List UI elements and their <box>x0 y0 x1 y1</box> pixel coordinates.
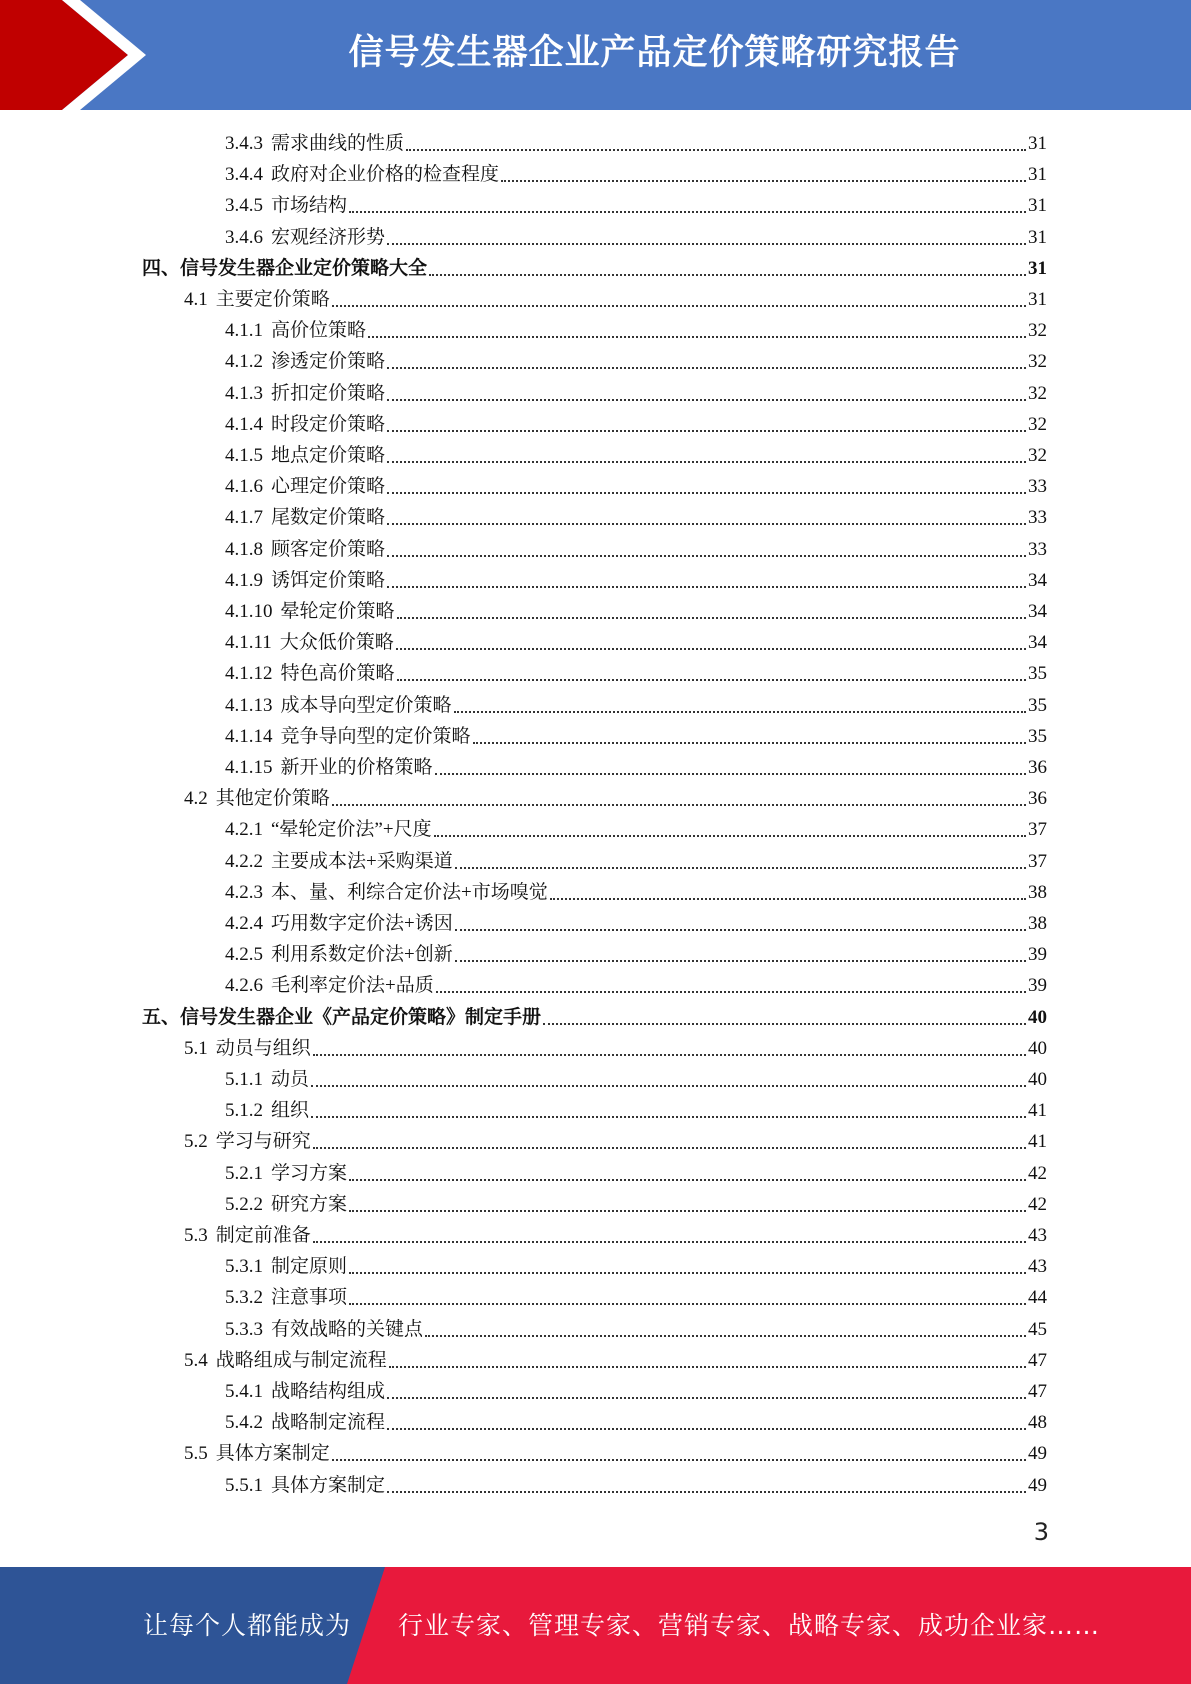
toc-dot-leader <box>434 834 1026 837</box>
toc-entry-page: 47 <box>1028 1349 1047 1371</box>
page-header <box>0 0 1191 110</box>
toc-dot-leader <box>389 1365 1026 1368</box>
toc-entry[interactable] <box>225 690 1047 721</box>
toc-entry-title: 有效战略的关键点 <box>271 1318 424 1340</box>
toc-dot-leader <box>332 304 1026 307</box>
toc-entry-page: 37 <box>1028 850 1047 872</box>
toc-entry[interactable] <box>225 440 1047 471</box>
toc-entry[interactable] <box>225 1470 1047 1501</box>
toc-entry-number: 4.1.7 <box>225 507 263 529</box>
toc-entry-page: 32 <box>1028 382 1047 404</box>
toc-dot-leader <box>435 772 1026 775</box>
document-title: 信号发生器企业产品定价策略研究报告 <box>348 33 961 73</box>
toc-entry-title: “晕轮定价法”+尺度 <box>271 819 432 841</box>
toc-entry-title: 具体方案制定 <box>271 1474 386 1496</box>
toc-entry[interactable] <box>225 315 1047 346</box>
toc-entry[interactable] <box>225 346 1047 377</box>
toc-entry[interactable] <box>225 1095 1047 1126</box>
toc-entry-title: 其他定价策略 <box>215 788 330 810</box>
toc-entry-page: 48 <box>1028 1412 1047 1434</box>
toc-dot-leader <box>436 990 1026 993</box>
toc-entry-title: 学习与研究 <box>215 1131 311 1153</box>
toc-entry-title: 动员与组织 <box>215 1037 311 1059</box>
toc-entry[interactable] <box>225 190 1047 221</box>
toc-entry-number: 4.1 <box>184 289 208 310</box>
toc-entry-page: 39 <box>1028 975 1047 997</box>
toc-entry-title: 需求曲线的性质 <box>271 133 405 154</box>
toc-dot-leader <box>429 273 1026 276</box>
toc-entry[interactable] <box>225 1189 1047 1220</box>
toc-entry-title: 毛利率定价法+品质 <box>271 975 434 997</box>
toc-dot-leader <box>425 1334 1026 1337</box>
toc-entry-title: 心理定价策略 <box>271 476 386 498</box>
toc-entry-page: 31 <box>1028 133 1047 154</box>
toc-dot-leader <box>311 1084 1026 1087</box>
toc-entry-number: 4.1.11 <box>225 632 272 654</box>
toc-entry[interactable] <box>225 471 1047 502</box>
toc-entry-title: 本、量、利综合定价法+市场嗅觉 <box>271 881 548 903</box>
toc-entry-number: 5.3.2 <box>225 1287 263 1309</box>
toc-entry-page: 36 <box>1028 788 1047 810</box>
toc-entry-page: 32 <box>1028 445 1047 466</box>
toc-entry-page: 36 <box>1028 757 1047 778</box>
toc-entry[interactable] <box>225 1376 1047 1407</box>
toc-entry-title: 四、信号发生器企业定价策略大全 <box>142 257 428 279</box>
toc-entry-title: 政府对企业价格的检查程度 <box>271 164 500 186</box>
toc-entry-page: 43 <box>1028 1225 1047 1246</box>
toc-entry[interactable] <box>225 658 1047 689</box>
toc-entry-number: 4.1.15 <box>225 757 273 778</box>
toc-dot-leader <box>387 429 1026 432</box>
toc-entry-page: 49 <box>1028 1443 1047 1465</box>
toc-entry-title: 特色高价策略 <box>280 663 395 685</box>
toc-entry-page: 42 <box>1028 1193 1047 1215</box>
toc-entry-page: 37 <box>1028 819 1047 841</box>
toc-entry-number: 4.2.4 <box>225 913 263 934</box>
toc-entry-number: 4.2.3 <box>225 881 263 903</box>
toc-dot-leader <box>349 1209 1026 1212</box>
toc-entry-title: 利用系数定价法+创新 <box>271 944 453 966</box>
toc-entry-number: 4.2 <box>184 788 208 810</box>
toc-dot-leader <box>387 1396 1026 1399</box>
toc-dot-leader <box>349 1302 1026 1305</box>
toc-entry-number: 5.3.3 <box>225 1318 263 1340</box>
toc-dot-leader <box>397 616 1026 619</box>
toc-entry-number: 4.2.5 <box>225 944 263 966</box>
toc-dot-leader <box>455 959 1026 962</box>
toc-entry[interactable] <box>225 908 1047 939</box>
toc-entry-title: 渗透定价策略 <box>271 351 386 373</box>
toc-entry[interactable] <box>225 128 1047 159</box>
toc-entry-title: 巧用数字定价法+诱因 <box>271 913 453 934</box>
toc-dot-leader <box>387 1490 1026 1493</box>
toc-entry-page: 41 <box>1028 1131 1047 1153</box>
toc-entry[interactable] <box>225 409 1047 440</box>
toc-entry-page: 35 <box>1028 694 1047 716</box>
toc-entry-title: 尾数定价策略 <box>271 507 386 529</box>
toc-entry-number: 4.1.6 <box>225 476 263 498</box>
toc-dot-leader <box>406 148 1026 151</box>
toc-entry-title: 战略制定流程 <box>271 1412 386 1434</box>
toc-entry[interactable] <box>225 378 1047 409</box>
toc-entry-number: 5.4.2 <box>225 1412 263 1434</box>
toc-dot-leader <box>396 647 1026 650</box>
toc-entry[interactable] <box>225 1282 1047 1313</box>
toc-entry-page: 33 <box>1028 476 1047 498</box>
toc-entry-number: 5.2.1 <box>225 1162 263 1184</box>
toc-entry-title: 学习方案 <box>271 1162 348 1184</box>
toc-entry-title: 制定原则 <box>271 1256 348 1278</box>
toc-dot-leader <box>387 491 1026 494</box>
toc-entry-number: 4.1.3 <box>225 382 263 404</box>
page-footer <box>0 1567 1191 1684</box>
toc-entry-number: 5.4 <box>184 1349 208 1371</box>
toc-entry-number: 5.5.1 <box>225 1474 263 1496</box>
toc-dot-leader <box>368 335 1026 338</box>
toc-entry-title: 战略组成与制定流程 <box>215 1349 387 1371</box>
toc-entry-number: 3.4.4 <box>225 164 263 186</box>
toc-entry-page: 35 <box>1028 725 1047 747</box>
toc-dot-leader <box>387 398 1026 401</box>
toc-entry-page: 32 <box>1028 413 1047 435</box>
toc-entry-number: 5.2 <box>184 1131 208 1153</box>
toc-entry-number: 4.1.2 <box>225 351 263 373</box>
toc-entry-number: 4.1.4 <box>225 413 263 435</box>
toc-entry-number: 4.1.1 <box>225 320 263 342</box>
toc-entry-number: 5.5 <box>184 1443 208 1465</box>
toc-dot-leader <box>311 1115 1026 1118</box>
toc-entry-number: 5.1.1 <box>225 1069 263 1090</box>
toc-dot-leader <box>397 678 1026 681</box>
toc-entry-page: 31 <box>1028 289 1047 310</box>
toc-entry-page: 44 <box>1028 1287 1047 1309</box>
toc-dot-leader <box>543 1022 1026 1025</box>
footer-slogan-right: 行业专家、管理专家、营销专家、战略专家、成功企业家…… <box>398 1611 1101 1640</box>
toc-dot-leader <box>313 1146 1026 1149</box>
toc-entry-page: 34 <box>1028 632 1047 654</box>
toc-entry-title: 研究方案 <box>271 1193 348 1215</box>
toc-entry-title: 注意事项 <box>271 1287 348 1309</box>
toc-entry[interactable] <box>225 970 1047 1001</box>
toc-entry[interactable] <box>184 1438 1047 1469</box>
toc-entry[interactable] <box>225 1158 1047 1189</box>
toc-entry[interactable] <box>225 1064 1047 1095</box>
toc-entry[interactable] <box>184 1126 1047 1157</box>
toc-entry-title: 主要定价策略 <box>215 289 330 310</box>
toc-entry-title: 市场结构 <box>271 195 348 217</box>
toc-dot-leader <box>387 242 1026 245</box>
toc-entry-page: 47 <box>1028 1381 1047 1402</box>
toc-entry-number: 4.1.10 <box>225 601 273 622</box>
toc-dot-leader <box>501 179 1026 182</box>
toc-entry-page: 40 <box>1028 1069 1047 1090</box>
toc-entry[interactable] <box>225 939 1047 970</box>
toc-entry-title: 制定前准备 <box>215 1225 311 1246</box>
toc-dot-leader <box>313 1053 1026 1056</box>
toc-entry-page: 33 <box>1028 538 1047 560</box>
toc-entry-number: 3.4.6 <box>225 226 263 248</box>
toc-entry-page: 34 <box>1028 569 1047 591</box>
toc-entry-number: 4.1.9 <box>225 569 263 591</box>
toc-entry[interactable] <box>225 1314 1047 1345</box>
toc-entry-title: 新开业的价格策略 <box>280 757 433 778</box>
toc-entry-page: 45 <box>1028 1318 1047 1340</box>
toc-entry[interactable] <box>225 596 1047 627</box>
toc-entry-title: 时段定价策略 <box>271 413 386 435</box>
toc-entry-title: 顾客定价策略 <box>271 538 386 560</box>
toc-entry-page: 43 <box>1028 1256 1047 1278</box>
toc-entry-number: 4.2.1 <box>225 819 263 841</box>
toc-dot-leader <box>332 1458 1026 1461</box>
toc-entry-page: 38 <box>1028 881 1047 903</box>
toc-entry-title: 地点定价策略 <box>271 445 386 466</box>
toc-entry[interactable] <box>225 1251 1047 1282</box>
toc-entry[interactable] <box>225 222 1047 253</box>
toc-entry-title: 战略结构组成 <box>271 1381 386 1402</box>
toc-entry-page: 31 <box>1028 164 1047 186</box>
toc-entry-number: 5.1 <box>184 1037 208 1059</box>
toc-entry-number: 5.3.1 <box>225 1256 263 1278</box>
toc-entry[interactable] <box>184 1220 1047 1251</box>
toc-dot-leader <box>387 366 1026 369</box>
toc-dot-leader <box>349 1271 1026 1274</box>
toc-entry-page: 34 <box>1028 601 1047 622</box>
toc-entry[interactable] <box>225 502 1047 533</box>
toc-entry[interactable] <box>225 877 1047 908</box>
toc-entry-number: 4.2.6 <box>225 975 263 997</box>
toc-entry-title: 动员 <box>271 1069 310 1090</box>
toc-entry-page: 31 <box>1028 226 1047 248</box>
toc-entry-page: 49 <box>1028 1474 1047 1496</box>
toc-entry-title: 具体方案制定 <box>215 1443 330 1465</box>
toc-entry-number: 4.1.12 <box>225 663 273 685</box>
toc-entry-number: 4.1.8 <box>225 538 263 560</box>
toc-entry[interactable] <box>184 783 1047 814</box>
toc-entry[interactable] <box>225 159 1047 190</box>
toc-entry[interactable] <box>225 534 1047 565</box>
toc-entry-title: 组织 <box>271 1100 310 1122</box>
toc-entry-number: 5.3 <box>184 1225 208 1246</box>
toc-dot-leader <box>387 522 1026 525</box>
toc-entry[interactable] <box>225 846 1047 877</box>
toc-entry-title: 成本导向型定价策略 <box>280 694 452 716</box>
toc-dot-leader <box>349 210 1026 213</box>
toc-entry-page: 35 <box>1028 663 1047 685</box>
toc-entry[interactable] <box>225 1407 1047 1438</box>
toc-entry[interactable] <box>225 752 1047 783</box>
toc-dot-leader <box>332 803 1026 806</box>
toc-entry-number: 4.1.13 <box>225 694 273 716</box>
toc-entry[interactable] <box>142 253 1047 284</box>
toc-entry-page: 42 <box>1028 1162 1047 1184</box>
toc-dot-leader <box>387 1427 1026 1430</box>
toc-dot-leader <box>349 1178 1026 1181</box>
toc-entry-title: 竞争导向型的定价策略 <box>280 725 471 747</box>
toc-entry[interactable] <box>225 565 1047 596</box>
toc-entry-number: 3.4.5 <box>225 195 263 217</box>
toc-entry-number: 4.1.5 <box>225 445 263 466</box>
toc-entry-number: 3.4.3 <box>225 133 263 154</box>
toc-dot-leader <box>550 897 1026 900</box>
toc-entry[interactable] <box>184 1345 1047 1376</box>
toc-entry-number: 5.2.2 <box>225 1193 263 1215</box>
toc-entry-page: 32 <box>1028 320 1047 342</box>
toc-entry-page: 38 <box>1028 913 1047 934</box>
toc-entry[interactable] <box>142 1002 1047 1033</box>
toc-entry-page: 32 <box>1028 351 1047 373</box>
toc-entry[interactable] <box>184 284 1047 315</box>
toc-entry[interactable] <box>225 721 1047 752</box>
toc-entry-page: 40 <box>1028 1006 1047 1028</box>
toc-dot-leader <box>313 1240 1026 1243</box>
toc-entry-title: 折扣定价策略 <box>271 382 386 404</box>
toc-entry-title: 诱饵定价策略 <box>271 569 386 591</box>
toc-entry[interactable] <box>225 814 1047 845</box>
toc-dot-leader <box>454 710 1026 713</box>
toc-entry-number: 4.2.2 <box>225 850 263 872</box>
toc-entry-number: 4.1.14 <box>225 725 273 747</box>
toc-entry-page: 41 <box>1028 1100 1047 1122</box>
toc-dot-leader <box>455 866 1026 869</box>
toc-entry-title: 大众低价策略 <box>279 632 394 654</box>
toc-entry-title: 晕轮定价策略 <box>280 601 395 622</box>
toc-entry-title: 宏观经济形势 <box>271 226 386 248</box>
footer-slogan-left: 让每个人都能成为 <box>143 1611 352 1640</box>
toc-dot-leader <box>387 585 1026 588</box>
toc-entry-title: 高价位策略 <box>271 320 367 342</box>
toc-entry-page: 33 <box>1028 507 1047 529</box>
toc-entry-page: 39 <box>1028 944 1047 966</box>
toc-entry-number: 5.4.1 <box>225 1381 263 1402</box>
toc-entry[interactable] <box>184 1033 1047 1064</box>
toc-entry-page: 31 <box>1028 257 1047 279</box>
toc-dot-leader <box>387 554 1026 557</box>
toc-entry-number: 5.1.2 <box>225 1100 263 1122</box>
toc-entry-title: 主要成本法+采购渠道 <box>271 850 453 872</box>
toc-entry-page: 31 <box>1028 195 1047 217</box>
toc-entry-title: 五、信号发生器企业《产品定价策略》制定手册 <box>142 1006 542 1028</box>
page-number: 3 <box>1033 1518 1049 1546</box>
toc-dot-leader <box>473 741 1026 744</box>
toc-entry-page: 40 <box>1028 1037 1047 1059</box>
toc-dot-leader <box>387 460 1026 463</box>
toc-dot-leader <box>455 928 1026 931</box>
toc-entry[interactable] <box>225 627 1047 658</box>
